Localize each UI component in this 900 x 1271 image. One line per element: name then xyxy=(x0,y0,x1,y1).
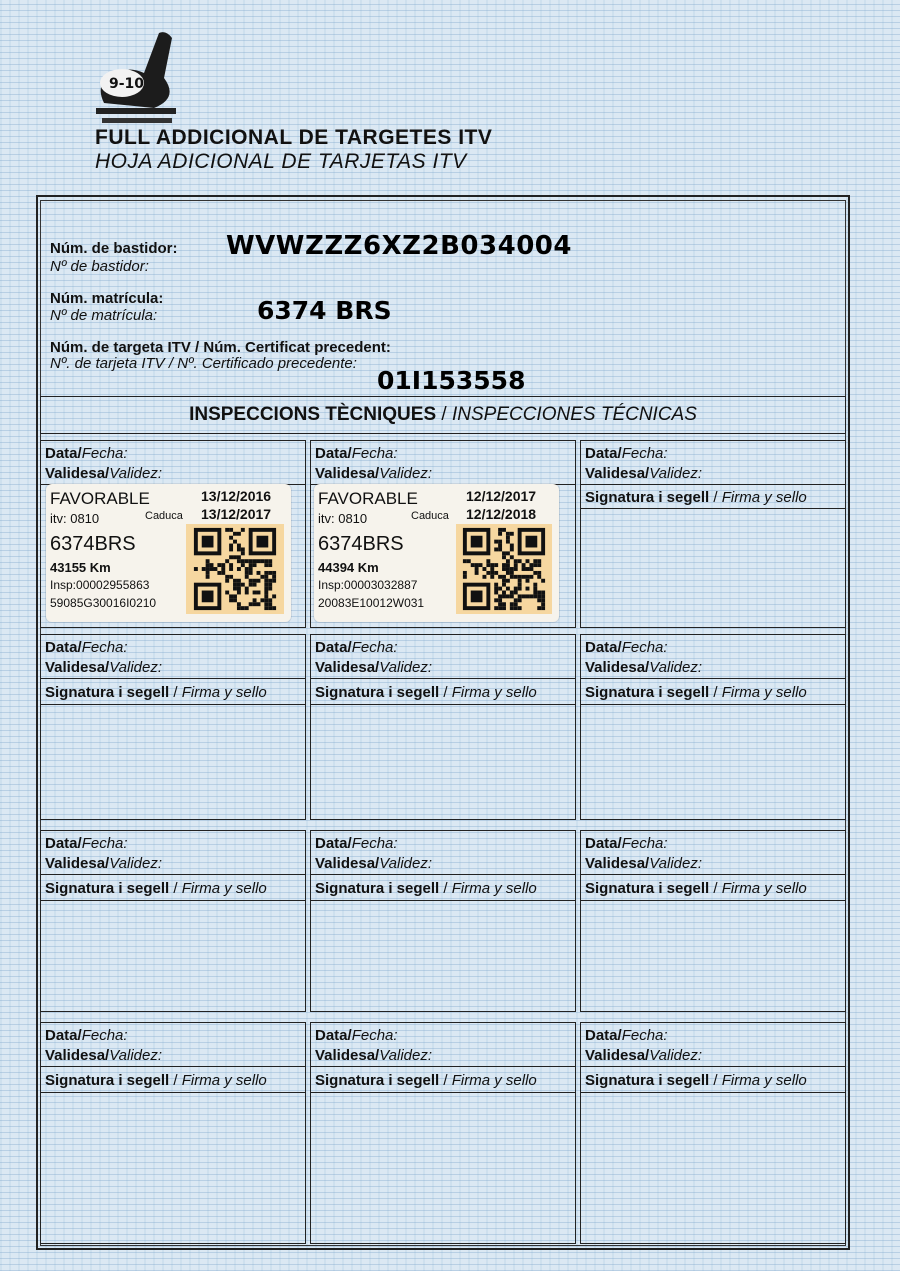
sticker-caduca-label: Caduca xyxy=(411,510,449,522)
date-label: Data/Fecha: xyxy=(315,1027,398,1044)
signature-label: Signatura i segell / Firma y sello xyxy=(315,684,537,701)
date-label: Data/Fecha: xyxy=(45,445,128,462)
date-label: Data/Fecha: xyxy=(585,445,668,462)
signature-label: Signatura i segell / Firma y sello xyxy=(585,684,807,701)
validity-label: Validesa/Validez: xyxy=(585,1047,703,1064)
signature-label: Signatura i segell / Firma y sello xyxy=(585,489,807,506)
itv-sticker-1 xyxy=(46,484,291,622)
signature-label: Signatura i segell / Firma y sello xyxy=(315,1072,537,1089)
sticker-result: FAVORABLE xyxy=(50,489,150,508)
applus-logo xyxy=(84,28,194,128)
date-label: Data/Fecha: xyxy=(585,835,668,852)
sticker-km: 44394 Km xyxy=(318,560,379,575)
validity-label: Validesa/Validez: xyxy=(45,659,163,676)
validity-label: Validesa/Validez: xyxy=(585,855,703,872)
bastidor-label-es: Nº de bastidor: xyxy=(50,258,149,275)
inspection-cell-11 xyxy=(310,1022,576,1244)
inspection-cell-3 xyxy=(580,440,846,628)
tarjeta-label-es: Nº. de tarjeta ITV / Nº. Certificado precedente: xyxy=(50,355,357,372)
sticker-insp: Insp:00003032887 xyxy=(318,578,418,592)
date-label: Data/Fecha: xyxy=(45,835,128,852)
matricula-label-es: Nº de matrícula: xyxy=(50,307,158,324)
signature-label: Signatura i segell / Firma y sello xyxy=(45,880,267,897)
qr-code-icon xyxy=(186,524,284,614)
date-label: Data/Fecha: xyxy=(585,1027,668,1044)
validity-label: Validesa/Validez: xyxy=(315,1047,433,1064)
validity-label: Validesa/Validez: xyxy=(315,659,433,676)
bastidor-label-ca: Núm. de bastidor: xyxy=(50,240,178,257)
inspection-cell-6 xyxy=(580,634,846,820)
signature-label: Signatura i segell / Firma y sello xyxy=(45,1072,267,1089)
inspection-cell-10 xyxy=(40,1022,306,1244)
inspection-cell-12 xyxy=(580,1022,846,1244)
qr-code-icon xyxy=(456,524,552,614)
matricula-value: 6374 BRS xyxy=(257,296,392,325)
signature-label: Signatura i segell / Firma y sello xyxy=(585,1072,807,1089)
date-label: Data/Fecha: xyxy=(45,1027,128,1044)
validity-label: Validesa/Validez: xyxy=(45,855,163,872)
sticker-code: 59085G30016I0210 xyxy=(50,596,157,610)
bastidor-value: WVWZZZ6XZ2B034004 xyxy=(226,231,572,261)
date-label: Data/Fecha: xyxy=(45,639,128,656)
date-label: Data/Fecha: xyxy=(585,639,668,656)
title-spanish: HOJA ADICIONAL DE TARJETAS ITV xyxy=(95,150,467,173)
sticker-code: 20083E10012W031 xyxy=(318,596,425,610)
validity-label: Validesa/Validez: xyxy=(585,659,703,676)
sticker-result: FAVORABLE xyxy=(318,489,418,508)
signature-label: Signatura i segell / Firma y sello xyxy=(585,880,807,897)
signature-label: Signatura i segell / Firma y sello xyxy=(315,880,537,897)
sticker-km: 43155 Km xyxy=(50,560,111,575)
title-catalan: FULL ADDICIONAL DE TARGETES ITV xyxy=(95,126,493,149)
tarjeta-value: 01I153558 xyxy=(377,366,526,395)
section-title-separator: / xyxy=(441,404,447,425)
inspection-cell-7 xyxy=(40,830,306,1012)
inspection-cell-5 xyxy=(310,634,576,820)
section-title xyxy=(40,396,846,434)
sticker-caduca-date: 13/12/2017 xyxy=(201,506,272,522)
sticker-plate: 6374BRS xyxy=(50,533,136,555)
validity-label: Validesa/Validez: xyxy=(315,855,433,872)
validity-label: Validesa/Validez: xyxy=(585,465,703,482)
sticker-date: 13/12/2016 xyxy=(201,488,272,504)
inspection-cell-9 xyxy=(580,830,846,1012)
date-label: Data/Fecha: xyxy=(315,835,398,852)
section-title-es: INSPECCIONES TÉCNICAS xyxy=(451,404,697,425)
date-label: Data/Fecha: xyxy=(315,445,398,462)
sticker-date: 12/12/2017 xyxy=(466,488,537,504)
section-title-ca: INSPECCIONS TÈCNIQUES xyxy=(189,404,437,425)
sticker-itv: itv: 0810 xyxy=(50,511,100,526)
signature-label: Signatura i segell / Firma y sello xyxy=(45,684,267,701)
sticker-insp: Insp:00002955863 xyxy=(50,578,150,592)
sticker-caduca-label: Caduca xyxy=(145,510,183,522)
matricula-label-ca: Núm. matrícula: xyxy=(50,290,164,307)
inspection-cell-8 xyxy=(310,830,576,1012)
itv-sticker-2 xyxy=(314,484,559,622)
sticker-plate: 6374BRS xyxy=(318,533,404,555)
tarjeta-label-ca: Núm. de targeta ITV / Núm. Certificat precedent: xyxy=(50,339,391,356)
sticker-caduca-date: 12/12/2018 xyxy=(466,506,537,522)
validity-label: Validesa/Validez: xyxy=(45,465,163,482)
date-label: Data/Fecha: xyxy=(315,639,398,656)
validity-label: Validesa/Validez: xyxy=(315,465,433,482)
svg-text:9-10: 9-10 xyxy=(109,76,145,92)
validity-label: Validesa/Validez: xyxy=(45,1047,163,1064)
sticker-itv: itv: 0810 xyxy=(318,511,368,526)
inspection-cell-4 xyxy=(40,634,306,820)
